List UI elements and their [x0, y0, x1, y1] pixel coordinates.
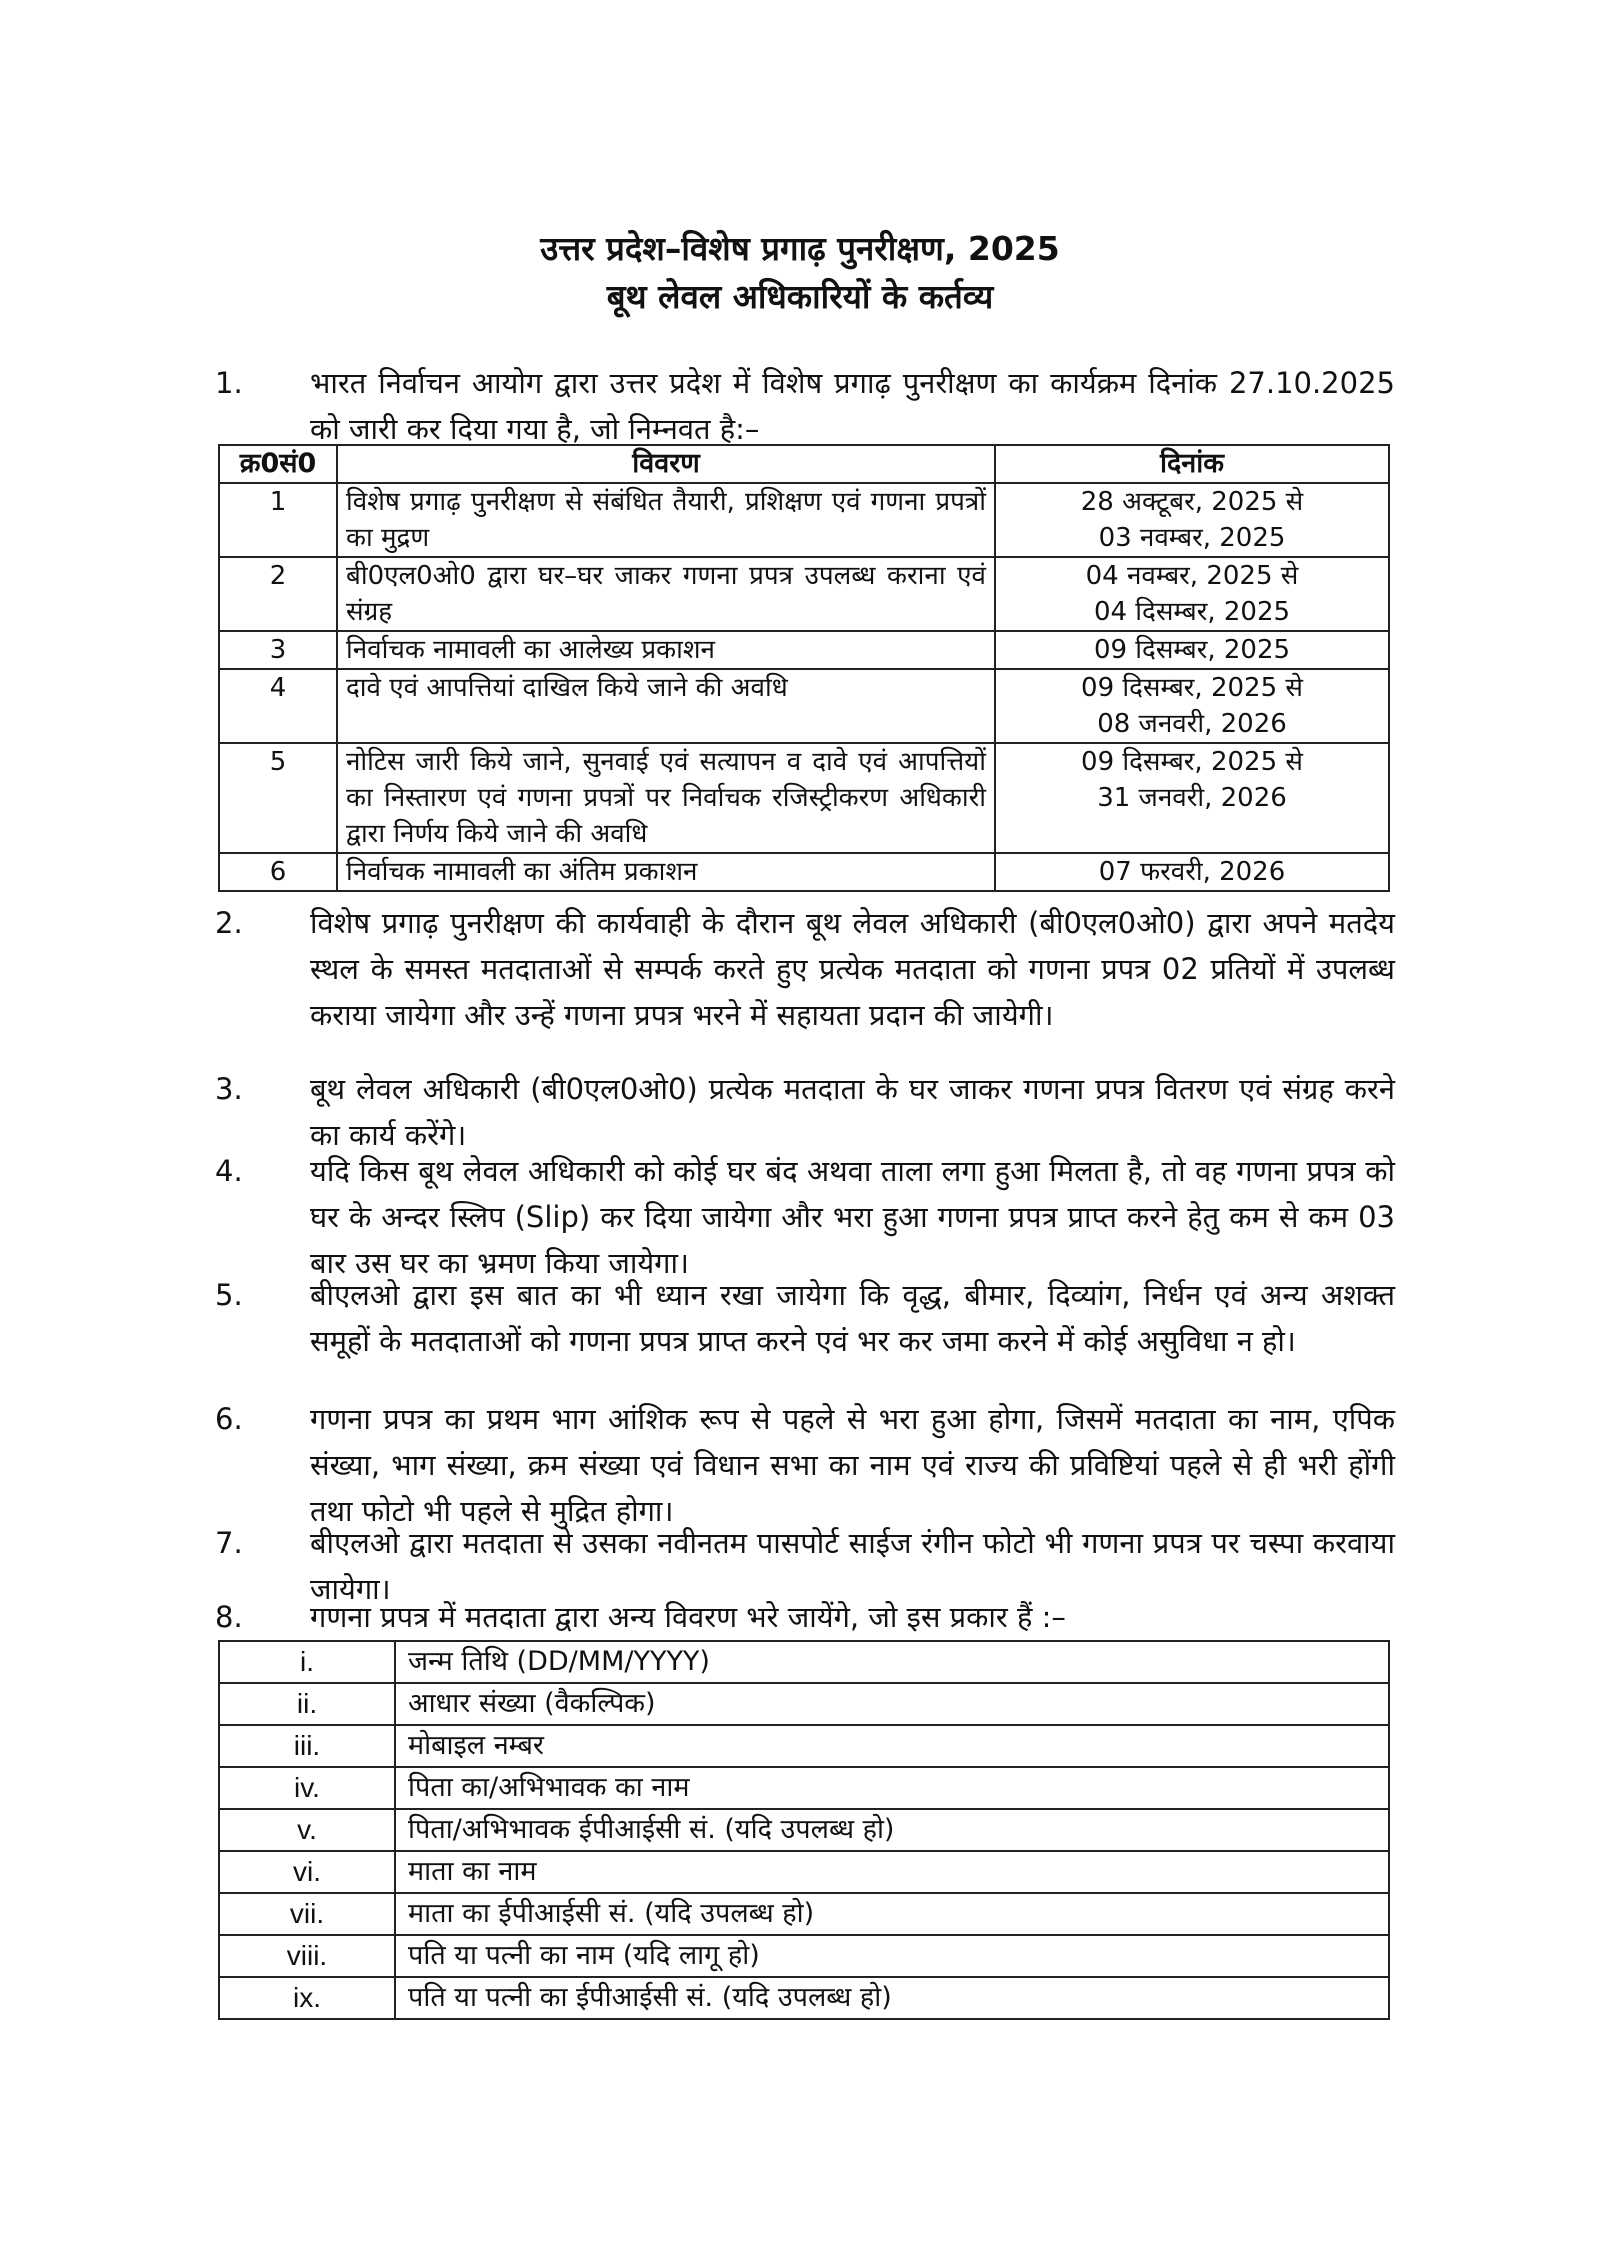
point-text: बीएलओ द्वारा मतदाता से उसका नवीनतम पासपोर्ट साईज रंगीन फोटो भी गणना प्रपत्र पर चस्पा करवाया जायेगा।: [310, 1526, 1395, 1606]
item-label: मोबाइल नम्बर: [395, 1725, 1389, 1767]
item-number: v.: [219, 1809, 395, 1851]
row-description: दावे एवं आपत्तियां दाखिल किये जाने की अवधि: [337, 669, 995, 743]
table-row: [219, 1809, 1389, 1851]
table-row: [219, 1725, 1389, 1767]
item-number: vii.: [219, 1893, 395, 1935]
row-sn: 3: [219, 631, 337, 669]
row-sn: 1: [219, 483, 337, 557]
point-number: 1.: [215, 366, 243, 400]
row-sn: 6: [219, 853, 337, 891]
row-date: [995, 631, 1389, 669]
table-row: [219, 1641, 1389, 1683]
table-row: [219, 631, 1389, 669]
row-description: निर्वाचक नामावली का अंतिम प्रकाशन: [337, 853, 995, 891]
table-row: [219, 1767, 1389, 1809]
date-start: 07 फरवरी, 2026: [1098, 857, 1286, 887]
date-start: 09 दिसम्बर, 2025 से: [1081, 673, 1303, 703]
row-date: [995, 557, 1389, 631]
point-text: भारत निर्वाचन आयोग द्वारा उत्तर प्रदेश में विशेष प्रगाढ़ पुनरीक्षण का कार्यक्रम दिनांक 27.10.2025 को जारी कर दिया गया है, जो निम्नवत है:–: [310, 366, 1395, 446]
date-end: 04 दिसम्बर, 2025: [1093, 597, 1291, 627]
point-text: विशेष प्रगाढ़ पुनरीक्षण की कार्यवाही के दौरान बूथ लेवल अधिकारी (बी0एल0ओ0) द्वारा अपने मतदेय स्थल के समस्त मतदाताओं से सम्पर्क करते हुए प्रत्येक मतदाता को गणना प्रपत्र 02 प्रतियों में उपलब्ध कराया जायेगा और उन्हें गणना प्रपत्र भरने में सहायता प्रदान की जायेगी।: [310, 906, 1395, 1032]
document-subtitle: बूथ लेवल अधिकारियों के कर्तव्य: [606, 277, 994, 316]
point-number: 4.: [215, 1154, 243, 1188]
item-label: पिता/अभिभावक ईपीआईसी सं. (यदि उपलब्ध हो): [395, 1809, 1389, 1851]
point-number: 6.: [215, 1402, 243, 1436]
row-description: विशेष प्रगाढ़ पुनरीक्षण से संबंधित तैयारी, प्रशिक्षण एवं गणना प्रपत्रों का मुद्रण: [337, 483, 995, 557]
table-row: [219, 557, 1389, 631]
row-date: [995, 669, 1389, 743]
table-header-row: [219, 445, 1389, 483]
item-number: iv.: [219, 1767, 395, 1809]
point-text: बीएलओ द्वारा इस बात का भी ध्यान रखा जायेगा कि वृद्ध, बीमार, दिव्यांग, निर्धन एवं अन्य अशक्त समूहों के मतदाताओं को गणना प्रपत्र प्राप्त करने एवं भर कर जमा करने में कोई असुविधा न हो।: [310, 1278, 1395, 1358]
item-number: i.: [219, 1641, 395, 1683]
date-start: 09 दिसम्बर, 2025: [1093, 635, 1291, 665]
point-text: बूथ लेवल अधिकारी (बी0एल0ओ0) प्रत्येक मतदाता के घर जाकर गणना प्रपत्र वितरण एवं संग्रह करने का कार्य करेंगे।: [310, 1072, 1395, 1152]
table-row: [219, 483, 1389, 557]
item-label: पति या पत्नी का ईपीआईसी सं. (यदि उपलब्ध हो): [395, 1977, 1389, 2019]
point-number: 2.: [215, 906, 243, 940]
row-sn: 2: [219, 557, 337, 631]
table-row: [219, 853, 1389, 891]
table-row: [219, 1893, 1389, 1935]
point-number: 5.: [215, 1278, 243, 1312]
date-start: 04 नवम्बर, 2025 से: [1085, 561, 1299, 591]
row-description: निर्वाचक नामावली का आलेख्य प्रकाशन: [337, 631, 995, 669]
point-text: गणना प्रपत्र का प्रथम भाग आंशिक रूप से पहले से भरा हुआ होगा, जिसमें मतदाता का नाम, एपिक संख्या, भाग संख्या, क्रम संख्या एवं विधान सभा का नाम एवं राज्य की प्रविष्टियां पहले से ही भरी होंगी तथा फोटो भी पहले से मुद्रित होगा।: [310, 1402, 1395, 1528]
table-row: [219, 1851, 1389, 1893]
table-row: [219, 669, 1389, 743]
column-header-date: दिनांक: [995, 445, 1389, 483]
item-label: पिता का/अभिभावक का नाम: [395, 1767, 1389, 1809]
date-start: 09 दिसम्बर, 2025 से: [1081, 747, 1303, 777]
item-number: iii.: [219, 1725, 395, 1767]
row-sn: 5: [219, 743, 337, 853]
table-row: [219, 1935, 1389, 1977]
item-number: viii.: [219, 1935, 395, 1977]
item-number: ix.: [219, 1977, 395, 2019]
row-date: [995, 853, 1389, 891]
date-end: 03 नवम्बर, 2025: [1098, 523, 1286, 553]
item-label: माता का ईपीआईसी सं. (यदि उपलब्ध हो): [395, 1893, 1389, 1935]
table-row: [219, 1977, 1389, 2019]
item-number: vi.: [219, 1851, 395, 1893]
item-number: ii.: [219, 1683, 395, 1725]
date-end: 08 जनवरी, 2026: [1097, 709, 1287, 739]
point-text: गणना प्रपत्र में मतदाता द्वारा अन्य विवरण भरे जायेंगे, जो इस प्रकार हैं :–: [310, 1600, 1066, 1634]
item-label: पति या पत्नी का नाम (यदि लागू हो): [395, 1935, 1389, 1977]
point-number: 3.: [215, 1072, 243, 1106]
item-label: जन्म तिथि (DD/MM/YYYY): [395, 1641, 1389, 1683]
point-text: यदि किस बूथ लेवल अधिकारी को कोई घर बंद अथवा ताला लगा हुआ मिलता है, तो वह गणना प्रपत्र को घर के अन्दर स्लिप (Slip) कर दिया जायेगा और भरा हुआ गणना प्रपत्र प्राप्त करने हेतु कम से कम 03 बार उस घर का भ्रमण किया जायेगा।: [310, 1154, 1395, 1280]
schedule-table: [218, 444, 1390, 892]
item-label: माता का नाम: [395, 1851, 1389, 1893]
row-sn: 4: [219, 669, 337, 743]
row-description: नोटिस जारी किये जाने, सुनवाई एवं सत्यापन व दावे एवं आपत्तियों का निस्तारण एवं गणना प्रपत्रों पर निर्वाचक रजिस्ट्रीकरण अधिकारी द्वारा निर्णय किये जाने की अवधि: [337, 743, 995, 853]
table-row: [219, 1683, 1389, 1725]
row-date: [995, 483, 1389, 557]
voter-details-table: [218, 1640, 1390, 2020]
row-date: [995, 743, 1389, 853]
column-header-sn: क्र0सं0: [219, 445, 337, 483]
date-start: 28 अक्टूबर, 2025 से: [1080, 487, 1304, 517]
point-number: 7.: [215, 1526, 243, 1560]
date-end: 31 जनवरी, 2026: [1097, 783, 1287, 813]
item-label: आधार संख्या (वैकल्पिक): [395, 1683, 1389, 1725]
table-row: [219, 743, 1389, 853]
point-number: 8.: [215, 1600, 243, 1634]
document-title: उत्तर प्रदेश–विशेष प्रगाढ़ पुनरीक्षण, 2025: [540, 229, 1060, 268]
column-header-description: विवरण: [337, 445, 995, 483]
row-description: बी0एल0ओ0 द्वारा घर–घर जाकर गणना प्रपत्र उपलब्ध कराना एवं संग्रह: [337, 557, 995, 631]
